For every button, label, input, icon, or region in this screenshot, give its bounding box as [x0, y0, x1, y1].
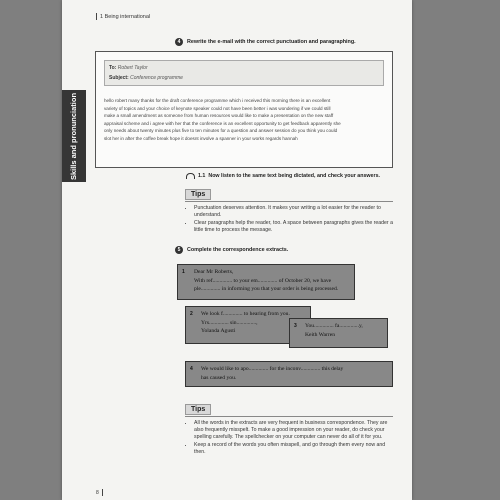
extract-number: 2: [190, 311, 193, 317]
section-tab-label: Skills and pronunciation: [69, 92, 79, 180]
page-footer: [96, 489, 103, 496]
tip-item: • Punctuation deserves attention. It makes your writing a lot easier for the reader to understand.: [194, 205, 393, 219]
extract-1: 1 Dear Mr Roberts, With ref.............. to your em.............. of October 20, we have ple.............. in informing you that your order is being processed.: [177, 264, 355, 300]
tips-title: Tips: [185, 404, 211, 415]
email-body-line: slot her in after the coffee break hope it doesnt involve a spanner in your works regards hannah: [104, 135, 298, 141]
tips-divider: [185, 416, 393, 417]
tips-list: [185, 420, 393, 456]
tips-box-1: [185, 183, 393, 235]
section-tab: [62, 90, 86, 182]
task-4-heading: [175, 38, 356, 46]
tip-item: • All the words in the extracts are very frequent in business correspondence. They are also frequently misspelt. To make a good impression on your reader, do check your spelling carefully. The spellchecker on your computer can never do all of it for you.: [194, 420, 393, 441]
tips-list: [185, 205, 393, 234]
tips-divider: [185, 201, 393, 202]
tip-item: • Clear paragraphs help the reader, too. A space between paragraphs gives the reader a little time to process the message.: [194, 220, 393, 234]
email-body: [104, 97, 386, 142]
task-instruction: Complete the correspondence extracts.: [187, 247, 289, 253]
extract-number: 3: [294, 323, 297, 329]
email-to-row: To: Robert Taylor: [109, 65, 148, 71]
extract-2: 2 We look f.............. to hearing from you. Yrs.............. sin.............., Yolanda Agusti: [185, 306, 311, 344]
email-box: [95, 51, 393, 168]
header-divider: [96, 13, 97, 20]
email-body-line: appraisal scheme and i agree with her that the conference is an excellent opportunity to get feedback apparently she: [104, 120, 341, 126]
track-number: 1.1: [198, 173, 206, 179]
email-body-line: make a small amendment as someone from human resources would like to make a presentation on the new staff: [104, 113, 334, 118]
tip-item: • Keep a record of the words you often misspell, and go through them every now and then.: [194, 442, 393, 456]
extract-3: 3 You.............. fa..............y, Keith Warren: [289, 318, 388, 348]
extract-4: 4 We would like to apo.............. for the inconv.............. this delay has caused you.: [185, 361, 393, 387]
email-subject-row: Subject: Conference programme: [109, 75, 183, 81]
tips-box-2: [185, 398, 393, 457]
task-number-badge: 4: [175, 38, 183, 46]
footer-divider: [102, 489, 103, 496]
listen-text: Now listen to the same text being dictated, and check your answers.: [208, 173, 380, 179]
task-instruction: Rewrite the e-mail with the correct punctuation and paragraphing.: [187, 39, 356, 45]
task-5-heading: [175, 246, 288, 254]
task-number-badge: 5: [175, 246, 183, 254]
email-body-line: variety of topics and your choice of keynote speaker could not have been better i was wondering if we could still: [104, 105, 331, 111]
page-number: 8: [96, 489, 99, 496]
running-header: 1 Being international: [96, 13, 150, 20]
email-body-line: only needs about twenty minutes plus five to ten minutes for a question and answer session do you think you could: [104, 128, 338, 133]
tips-title: Tips: [185, 189, 211, 200]
headphones-icon: [186, 173, 195, 179]
listen-instruction: [186, 173, 380, 179]
email-body-line: hello robert many thanks for the draft conference programme which i received this morning there is an excellent: [104, 98, 331, 103]
textbook-page: [62, 0, 412, 500]
extract-number: 4: [190, 366, 193, 372]
email-header: [104, 60, 384, 86]
extract-number: 1: [182, 269, 185, 275]
